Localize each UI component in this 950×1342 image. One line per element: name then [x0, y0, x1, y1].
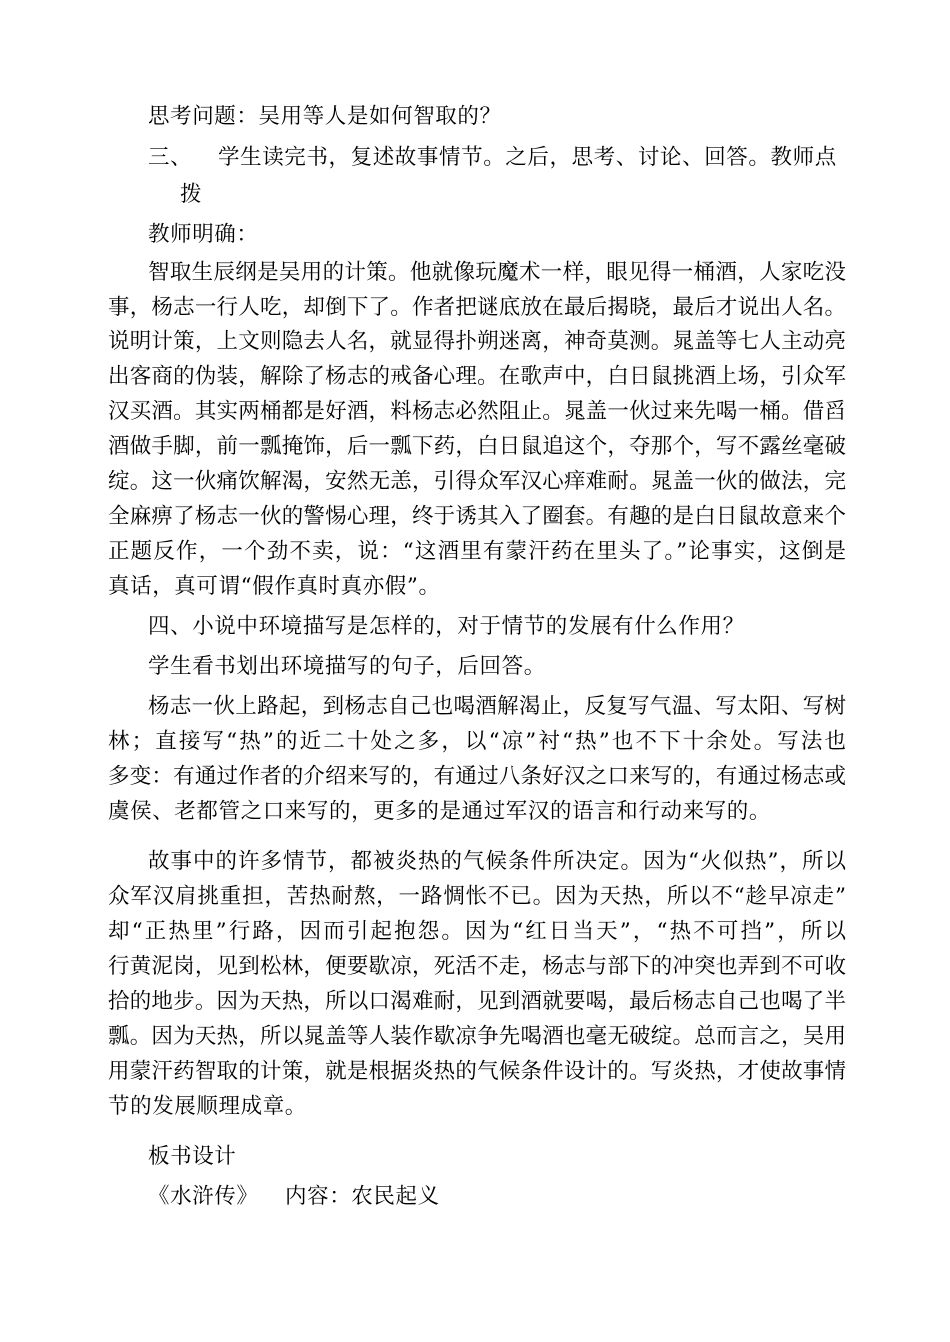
paragraph-2-line: 多变：有通过作者的介绍来写的，有通过八条好汉之口来写的，有通过杨志或 — [108, 764, 846, 789]
paragraph-3-line: 用蒙汗药智取的计策，就是根据炎热的气候条件设计的。写炎热，才使故事情 — [108, 1059, 846, 1084]
paragraph-1-line: 全麻痹了杨志一伙的警惕心理，终于诱其入了圈套。有趣的是白日鼠故意来个 — [108, 504, 846, 529]
paragraph-2-line: 杨志一伙上路起，到杨志自己也喝酒解渴止，反复写气温、写太阳、写树 — [148, 694, 846, 719]
board-design-content: 内容：农民起义 — [285, 1184, 440, 1209]
paragraph-1-line: 绽。这一伙痛饮解渴，安然无恙，引得众军汉心痒难耐。晁盖一伙的做法，完 — [108, 469, 846, 494]
paragraph-3-line: 节的发展顺理成章。 — [108, 1094, 307, 1119]
paragraph-1-line: 事，杨志一行人吃，却倒下了。作者把谜底放在最后揭晓，最后才说出人名。 — [108, 295, 846, 320]
board-design-title: 板书设计 — [148, 1144, 237, 1169]
paragraph-1-line: 出客商的伪装，解除了杨志的戒备心理。在歌声中，白日鼠挑酒上场，引众军 — [108, 364, 846, 389]
paragraph-2-line: 林；直接写“热”的近二十处之多，以“凉”衬“热”也不下十余处。写法也 — [108, 729, 846, 754]
paragraph-2-line: 虞侯、老都管之口来写的，更多的是通过军汉的语言和行动来写的。 — [108, 799, 772, 824]
paragraph-1-line: 酒做手脚，前一瓢掩饰，后一瓢下药，白日鼠追这个，夺那个，写不露丝毫破 — [108, 434, 846, 459]
paragraph-1-line: 说明计策，上文则隐去人名，就显得扑朔迷离，神奇莫测。晁盖等七人主动亮 — [108, 329, 846, 354]
paragraph-1-line: 正题反作，一个劲不卖，说：“这酒里有蒙汗药在里头了。”论事实，这倒是 — [108, 539, 846, 564]
teacher-label: 教师明确： — [148, 222, 259, 247]
paragraph-1-line: 汉买酒。其实两桶都是好酒，料杨志必然阻止。晁盖一伙过来先喝一桶。借舀 — [108, 399, 846, 424]
question-line: 思考问题：吴用等人是如何智取的？ — [148, 104, 502, 129]
paragraph-1-line: 智取生辰纲是吴用的计策。他就像玩魔术一样，眼见得一桶酒，人家吃没 — [148, 260, 846, 285]
paragraph-3-line: 瓢。因为天热，所以晁盖等人装作歇凉争先喝酒也毫无破绽。总而言之，吴用 — [108, 1024, 846, 1049]
student-task: 学生看书划出环境描写的句子，后回答。 — [148, 654, 546, 679]
section-4-heading: 四、小说中环境描写是怎样的，对于情节的发展有什么作用？ — [148, 614, 745, 639]
paragraph-3-line: 拾的地步。因为天热，所以口渴难耐，见到酒就要喝，最后杨志自己也喝了半 — [108, 989, 846, 1014]
section-3-number: 三、 — [148, 145, 193, 170]
paragraph-1-line: 真话，真可谓“假作真时真亦假”。 — [108, 574, 441, 599]
section-3-continuation: 拨 — [180, 182, 203, 207]
paragraph-3-line: 却“正热里”行路，因而引起抱怨。因为“红日当天”，“热不可挡”，所以 — [108, 919, 846, 944]
paragraph-3-line: 行黄泥岗，见到松林，便要歇凉，死活不走，杨志与部下的冲突也弄到不可收 — [108, 954, 846, 979]
paragraph-3-line: 故事中的许多情节，都被炎热的气候条件所决定。因为“火似热”，所以 — [148, 849, 846, 874]
paragraph-3-line: 众军汉肩挑重担，苦热耐熬，一路惆怅不已。因为天热，所以不“趁早凉走” — [108, 884, 846, 909]
section-3-text: 学生读完书，复述故事情节。之后，思考、讨论、回答。教师点 — [218, 145, 837, 170]
board-design-book: 《水浒传》 — [148, 1184, 259, 1209]
